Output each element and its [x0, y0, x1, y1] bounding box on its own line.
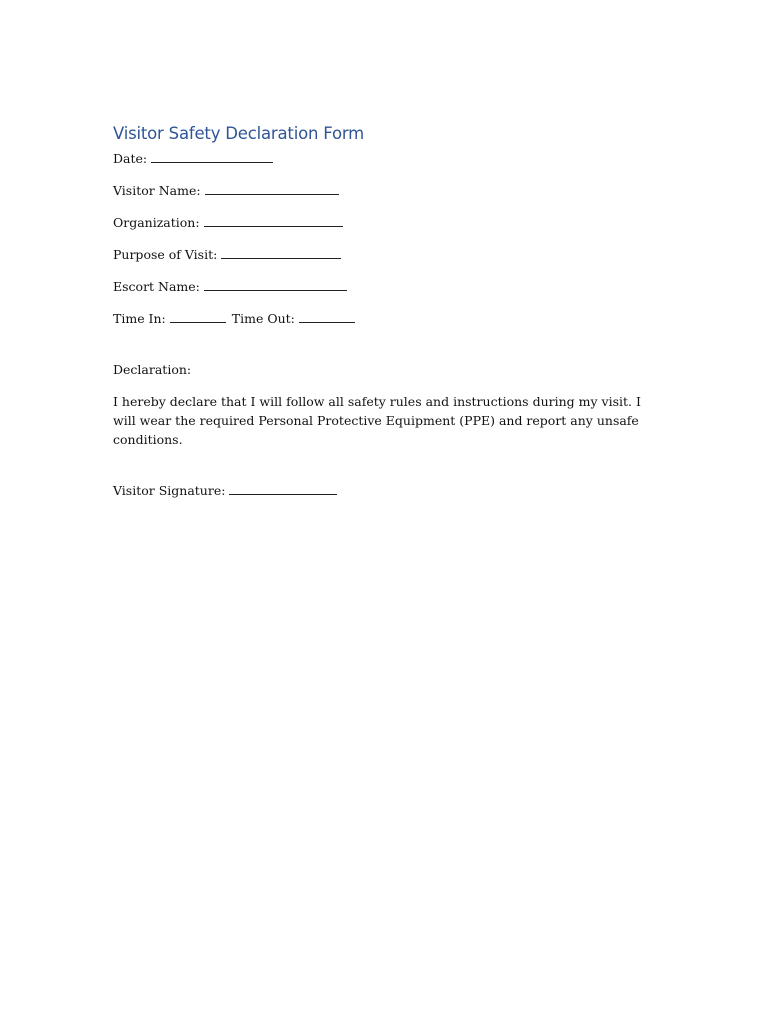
form-title: Visitor Safety Declaration Form	[113, 124, 365, 143]
section-spacer	[113, 341, 658, 360]
time-in-blank-line[interactable]	[170, 309, 226, 323]
visitor-name-label: Visitor Name:	[113, 183, 201, 198]
purpose-of-visit-label: Purpose of Visit:	[113, 247, 218, 262]
visitor-signature-blank-line[interactable]	[229, 481, 337, 495]
purpose-of-visit-field	[113, 245, 658, 265]
time-fields	[113, 309, 658, 329]
escort-name-blank-line[interactable]	[204, 277, 347, 291]
visitor-signature-label: Visitor Signature:	[113, 483, 226, 498]
visitor-name-field	[113, 181, 658, 201]
declaration-text: I hereby declare that I will follow all safety rules and instructions during my visit. I will wear the required Personal Protective Equipment (PPE) and report any unsafe conditions.	[113, 394, 641, 447]
form-content	[113, 123, 658, 501]
visitor-name-blank-line[interactable]	[205, 181, 339, 195]
organization-field	[113, 213, 658, 233]
time-in-label: Time In:	[113, 311, 166, 326]
escort-name-field	[113, 277, 658, 297]
organization-label: Organization:	[113, 215, 200, 230]
visitor-signature-field	[113, 481, 658, 501]
date-field	[113, 149, 658, 169]
time-out-blank-line[interactable]	[299, 309, 355, 323]
date-label: Date:	[113, 151, 148, 166]
purpose-of-visit-blank-line[interactable]	[221, 245, 341, 259]
time-out-label: Time Out:	[231, 311, 295, 326]
escort-name-label: Escort Name:	[113, 279, 200, 294]
declaration-heading: Declaration:	[113, 362, 192, 377]
organization-blank-line[interactable]	[204, 213, 343, 227]
date-blank-line[interactable]	[151, 149, 273, 163]
